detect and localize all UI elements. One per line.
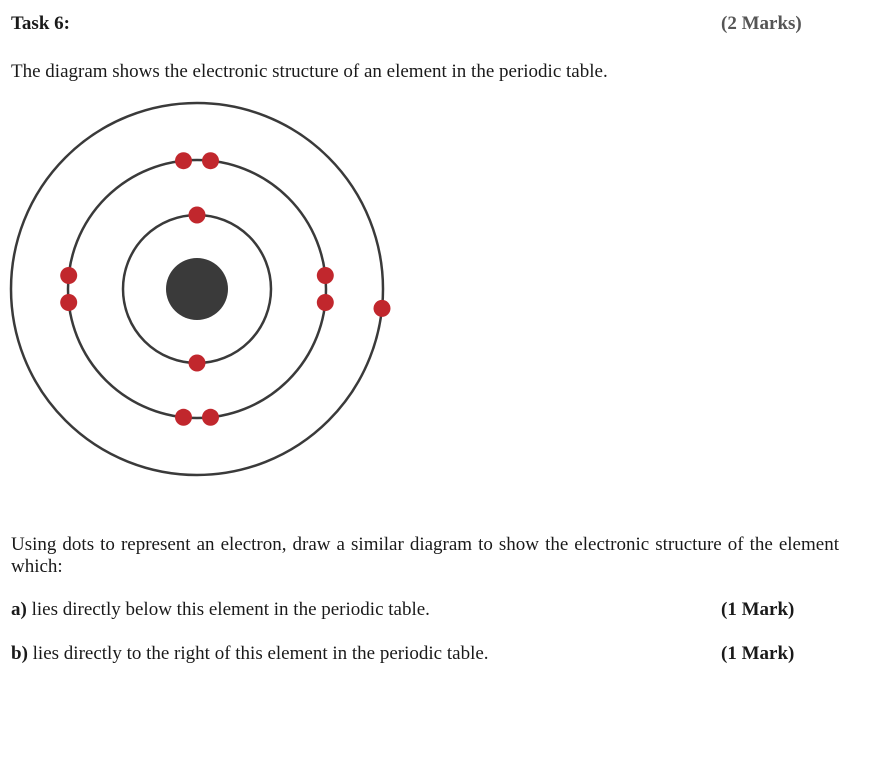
question-a-text: lies directly below this element in the periodic table. xyxy=(31,599,430,620)
electron-shell-1-1 xyxy=(189,207,206,224)
electron-shell-2-3 xyxy=(175,409,192,426)
instruction-text: Using dots to represent an electron, draw a similar diagram to show the electronic structure of the element which: xyxy=(11,534,839,577)
task-title: Task 6: xyxy=(11,13,70,34)
electron-shell-2-8 xyxy=(317,267,334,284)
question-b-text: lies directly to the right of this element in the periodic table. xyxy=(32,643,489,664)
electron-shell-2-6 xyxy=(60,294,77,311)
intro-text: The diagram shows the electronic structure of an element in the periodic table. xyxy=(11,61,608,82)
atomic-structure-diagram xyxy=(0,95,400,485)
electron-shell-2-2 xyxy=(202,152,219,169)
electron-shell-2-7 xyxy=(317,294,334,311)
question-b-letter: b) xyxy=(11,643,28,664)
electron-shell-2-5 xyxy=(60,267,77,284)
electron-shell-3-1 xyxy=(374,300,391,317)
electron-shell-1-2 xyxy=(189,355,206,372)
question-b xyxy=(11,643,489,665)
question-a-marks: (1 Mark) xyxy=(721,599,795,620)
question-b-marks: (1 Mark) xyxy=(721,643,795,664)
electron-shell-2-1 xyxy=(175,152,192,169)
question-a-letter: a) xyxy=(11,599,27,620)
electron-shell-2-4 xyxy=(202,409,219,426)
nucleus xyxy=(166,258,228,320)
task-marks: (2 Marks) xyxy=(721,13,802,34)
question-a xyxy=(11,599,430,621)
